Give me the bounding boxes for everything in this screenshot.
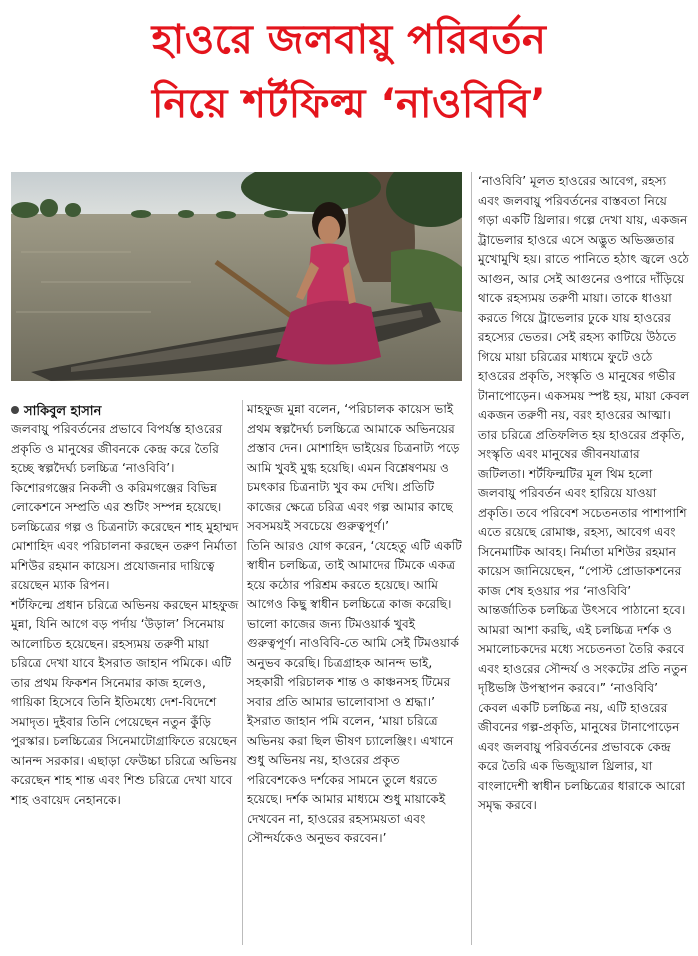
- paragraph: জলবায়ু পরিবর্তনের প্রভাবে বিপর্যস্ত হাওরের প্রকৃতি ও মানুষের জীবনকে কেন্দ্র করে তৈরি হচ্ছে স্বল্পদৈর্ঘ্য চলচ্চিত্র ‘নাওবিবি’। কিশোরগঞ্জের নিকলী ও করিমগঞ্জের বিভিন্ন লোকেশনে সম্প্রতি এর শুটিং সম্পন্ন হয়েছে।: [11, 422, 223, 514]
- bullet-dot-icon: [11, 406, 19, 414]
- article-column-1: [11, 420, 239, 810]
- headline-line-1: হাওরে জলবায়ু পরিবর্তন: [151, 17, 547, 63]
- paragraph: তিনি আরও যোগ করেন, ‘যেহেতু এটি একটি স্বাধীন চলচ্চিত্র, তাই আমাদের টিমকে একত্র হয়ে কঠোর পরিশ্রম করতে হয়েছে। আমি আগেও কিছু স্বাধীন চলচ্চিত্রে কাজ করেছি। ভালো কাজের জন্য টিমওয়ার্ক খুবই গুরুত্বপূর্ণ। নাওবিবি-তে আমি সেই টিমওয়ার্ক অনুভব করেছি। চিত্রগ্রাহক আনন্দ ভাই, সহকারী পরিচালক শান্ত ও কাঞ্চনসহ টিমের সবার প্রতি আমার ভালোবাসা ও শ্রদ্ধা।’: [247, 538, 462, 709]
- article-photo: [11, 172, 462, 381]
- byline-author: সাকিবুল হাসান: [24, 404, 102, 419]
- headline-line-2: নিয়ে শর্টফিল্ম ‘নাওবিবি’: [151, 81, 547, 127]
- paragraph: চলচ্চিত্রের গল্প ও চিত্রনাট্য করেছেন শাহ মুহাম্মদ মোশাহিদ এবং পরিচালনা করছেন তরুণ নির্মাতা মশিউর রহমান কায়েস। প্রযোজনার দায়িত্বে রয়েছেন ম্যাক রিপন।: [11, 519, 239, 592]
- paragraph: ‘নাওবিবি’ মূলত হাওরের আবেগ, রহস্য এবং জলবায়ু পরিবর্তনের বাস্তবতা নিয়ে গড়া একটি থ্রিলার। গল্পে দেখা যায়, একজন ট্রাভেলার হাওরে এসে অদ্ভুত অভিজ্ঞতার মুখোমুখি হয়। রাতে পানিতে হঠাৎ জ্বলে ওঠে আগুন, আর সেই আগুনের ওপারে দাঁড়িয়ে থাকে রহস্যময় তরুণী মায়া। তাকে ধাওয়া করতে গিয়ে ট্রাভেলার ঢুকে যায় হাওরের রহস্যের ভেতর। সেই রহস্য কাটিয়ে উঠতে গিয়ে মায়া চরিত্রের মাধ্যমে ফুটে ওঠে হাওরের প্রকৃতি, সংস্কৃতি ও মানুষের গভীর টানাপোড়েন। একসময় স্পষ্ট হয়, মায়া কেবল একজন তরুণী নয়, বরং হাওরের আত্মা। তার চরিত্রে প্রতিফলিত হয় হাওরের প্রকৃতি, সংস্কৃতি এবং মানুষের জীবনযাত্রার জটিলতা। শর্টফিল্মটির মূল থিম হলো জলবায়ু পরিবর্তন এবং হারিয়ে যাওয়া প্রকৃতি। তবে পরিবেশ সচেতনতার পাশাপাশি এতে রয়েছে রোমাঞ্চ, রহস্য, আবেগ এবং সিনেমাটিক আবহ। নির্মাতা মশিউর রহমান কায়েস জানিয়েছেন, “পোস্ট প্রোডাকশনের কাজ শেষ হওয়ার পর ‘নাওবিবি’ আন্তর্জাতিক চলচ্চিত্র উৎসবে পাঠানো হবে। আমরা আশা করছি, এই চলচ্চিত্র দর্শক ও সমালোচকদের মধ্যে সচেতনতা তৈরি করবে এবং হাওরের সৌন্দর্য ও সংকটের প্রতি নতুন দৃষ্টিভঙ্গি উপস্থাপন করবে।” ‘নাওবিবি’ কেবল একটি চলচ্চিত্র নয়, এটি হাওরের জীবনের গল্প-প্রকৃতি, মানুষের টানাপোড়েন এবং জলবায়ু পরিবর্তনের প্রভাবকে কেন্দ্র করে তৈরি এক ভিজ্যুয়াল থ্রিলার, যা বাংলাদেশী স্বাধীন চলচ্চিত্রের ধারাকে আরো সমৃদ্ধ করবে।: [478, 174, 690, 812]
- photo-illustration: [11, 172, 462, 381]
- paragraph: শর্টফিল্মে প্রধান চরিত্রে অভিনয় করছেন মাহফুজ মুন্না, যিনি আগে বড় পর্দায় ‘উড়াল’ সিনেমায় আলোচিত হয়েছেন। রহস্যময় তরুণী মায়া চরিত্রে দেখা যাবে ইসরাত জাহান পমিকে। এটি তার প্রথম ফিকশন সিনেমার কাজ হলেও, গায়িকা হিসেবে তিনি ইতিমধ্যে দেশ-বিদেশে সমাদৃত। দুইবার তিনি পেয়েছেন নতুন কুঁড়ি পুরস্কার। চলচ্চিত্রের সিনেমাটোগ্রাফিতে রয়েছেন আনন্দ সরকার। এছাড়া ফেউচ্চা চরিত্রে অভিনয় করেছেন শাহ শান্ত এবং শিশু চরিত্রে দেখা যাবে শাহ ওবায়েদ নেহানকে।: [11, 597, 239, 807]
- paragraph: মাহফুজ মুন্না বলেন, ‘পরিচালক কায়েস ভাই প্রথম স্বল্পদৈর্ঘ্য চলচ্চিত্রে আমাকে অভিনয়ের প্রস্তাব দেন। মোশাহিদ ভাইয়ের চিত্রনাট্য পড়ে আমি খুবই মুগ্ধ হয়েছি। এমন বিশ্লেষণময় ও চমৎকার চিত্রনাট্য খুব কম দেখি। প্রতিটি কাজের ক্ষেত্রে চরিত্র এবং গল্প আমার কাছে সবসময়ই সবচেয়ে গুরুত্বপূর্ণ।’: [247, 402, 460, 533]
- article-column-2: [247, 400, 462, 849]
- headline: [0, 8, 698, 136]
- column-divider: [471, 172, 472, 945]
- column-divider: [242, 400, 243, 945]
- article-column-3: [478, 172, 690, 816]
- paragraph: ইসরাত জাহান পমি বলেন, ‘মায়া চরিত্রে অভিনয় করা ছিল ভীষণ চ্যালেঞ্জিং। এখানে শুধু অভিনয় নয়, হাওরের প্রকৃত পরিবেশকেও দর্শকের সামনে তুলে ধরতে হয়েছে। দর্শক আমার মাধ্যমে শুধু মায়াকেই দেখবেন না, হাওরের রহস্যময়তা এবং সৌন্দর্যকেও অনুভব করবেন।’: [247, 714, 454, 845]
